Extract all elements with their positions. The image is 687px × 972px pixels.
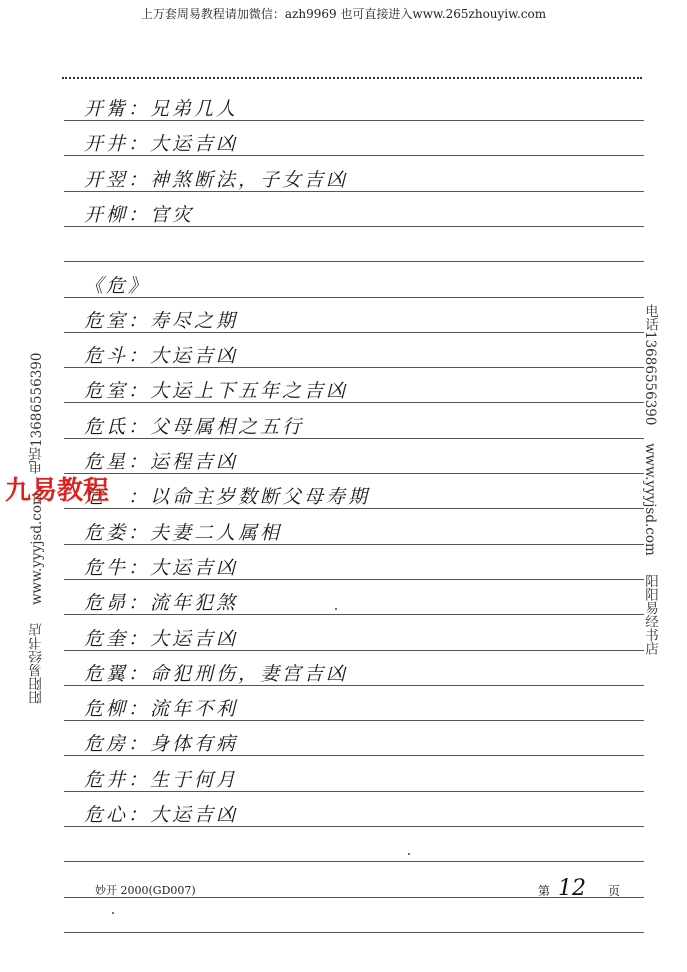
right-margin-stamp <box>640 304 660 704</box>
handwritten-line: 危星：运程吉凶 <box>84 451 239 473</box>
page-number: 12 <box>558 876 587 901</box>
page-suffix: 页 <box>608 884 621 898</box>
watermark-logo: 九易教程 <box>5 476 110 506</box>
paper-speck <box>112 912 114 914</box>
handwritten-line: 危柳：流年不利 <box>84 698 239 720</box>
shop-phone: 电话13686556390 <box>642 304 658 426</box>
handwritten-line: 危房：身体有病 <box>84 733 239 755</box>
handwritten-line: 危翼：命犯刑伤，妻宫吉凶 <box>84 663 349 685</box>
handwritten-line: 《危》 <box>84 275 151 297</box>
handwritten-line: 危牛：大运吉凶 <box>84 557 239 579</box>
ruled-line <box>64 932 644 933</box>
handwritten-line: 危斗：大运吉凶 <box>84 345 239 367</box>
handwritten-line: 危昴：流年犯煞 <box>84 592 239 614</box>
handwritten-line: 开翌：神煞断法，子女吉凶 <box>84 169 349 191</box>
handwritten-line: 危氐：父母属相之五行 <box>84 416 305 438</box>
handwritten-line: 危心：大运吉凶 <box>84 804 239 826</box>
ruled-line <box>64 861 644 862</box>
shop-phone: 电话13686556390 <box>29 352 45 475</box>
handwritten-line: 危井：生于何月 <box>84 769 239 791</box>
shop-name: 阳阳易经书店 <box>29 623 45 704</box>
handwritten-line: 开井：大运吉凶 <box>84 133 239 155</box>
dotted-top-rule <box>62 77 642 79</box>
handwritten-line: 开柳：官灾 <box>84 204 195 226</box>
page-number-block <box>538 876 620 901</box>
page-prefix: 第 <box>538 884 551 898</box>
shop-url: www.yyyjsd.com <box>29 492 45 605</box>
ruled-line <box>64 261 644 262</box>
footer-code: 妙开 2000(GD007) <box>95 884 196 897</box>
ruled-line <box>64 297 644 298</box>
handwritten-line: 危 ：以命主岁数断父母寿期 <box>84 486 371 508</box>
handwritten-line: 危室：大运上下五年之吉凶 <box>84 380 349 402</box>
handwritten-line: 危室：寿尽之期 <box>84 310 239 332</box>
handwritten-line: 危奎：大运吉凶 <box>84 628 239 650</box>
paper-speck <box>335 608 337 610</box>
shop-url: www.yyyjsd.com <box>642 443 658 557</box>
paper-speck <box>408 853 410 855</box>
handwritten-line: 危娄：夫妻二人属相 <box>84 522 283 544</box>
shop-name: 阳阳易经书店 <box>642 574 658 656</box>
page-header-ad: 上万套周易教程请加微信：azh9969 也可直接进入www.265zhouyiw.com <box>140 7 547 21</box>
handwritten-line: 开觜：兄弟几人 <box>84 98 239 120</box>
